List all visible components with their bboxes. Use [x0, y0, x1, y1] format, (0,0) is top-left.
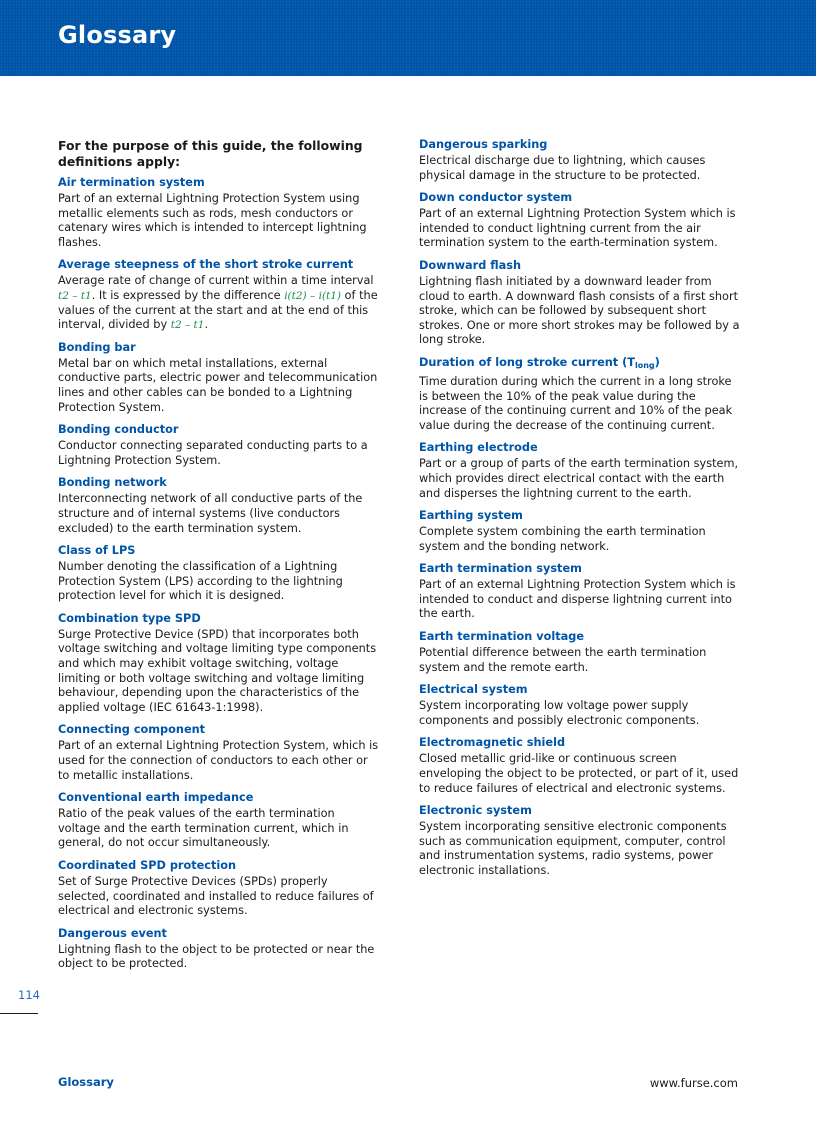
entry-definition: Metal bar on which metal installations, external conductive parts, electric power and telecommunication lines and other cables can be bonded to a Lightning Protection System. — [58, 356, 378, 414]
definition-text: of the values of the current at the start and at the end of this interval, divided by — [58, 288, 378, 332]
entry-definition: Part or a group of parts of the earth termination system, which provides direct electrical contact with the earth and disperses the lightning current to the earth. — [419, 457, 739, 500]
left-column — [58, 138, 380, 980]
entry-term: Down conductor system — [419, 191, 573, 205]
glossary-entry — [419, 138, 741, 183]
entry-term: Electronic system — [419, 804, 532, 818]
entry-definition: Potential difference between the earth termination system and the remote earth. — [419, 646, 707, 674]
entry-term: Earthing system — [419, 509, 523, 523]
entry-term: Class of LPS — [58, 544, 136, 558]
page-number-rule — [0, 1013, 38, 1014]
right-column — [419, 138, 741, 887]
glossary-entry — [419, 736, 741, 796]
entry-definition: Set of Surge Protective Devices (SPDs) properly selected, coordinated and installed to reduce failures of electrical and electronic systems. — [58, 875, 374, 918]
definition-text: . It is expressed by the difference — [91, 288, 285, 302]
glossary-entry — [419, 191, 741, 251]
entry-definition: Part of an external Lightning Protection System, which is used for the connection of conductors to each other or to metallic installations. — [58, 739, 379, 782]
glossary-entry — [58, 341, 380, 415]
entry-definition: System incorporating sensitive electronic components such as communication equipment, computer, control and instrumentation systems, radio systems, power electronic installations. — [419, 820, 727, 877]
page-title: Glossary — [58, 21, 177, 49]
glossary-entry — [58, 859, 380, 919]
entry-definition: Part of an external Lightning Protection System which is intended to conduct lightning current from the air termination system to the earth-termination system. — [419, 207, 736, 250]
glossary-entry — [58, 423, 380, 468]
entry-definition — [58, 274, 380, 332]
entry-definition: Closed metallic grid-like or continuous screen enveloping the object to be protected, or part of it, used to reduce failures of electrical and electronic systems. — [419, 752, 739, 795]
glossary-entry — [58, 258, 380, 332]
glossary-entry — [58, 612, 380, 716]
term-subscript: long — [634, 360, 655, 370]
entry-term: Bonding bar — [58, 340, 136, 354]
entry-definition: Part of an external Lightning Protection System using metallic elements such as rods, mesh conductors or catenary wires which is intended to intercept lightning flashes. — [58, 192, 367, 249]
formula-current-difference: i(t2) – i(t1) — [284, 289, 342, 302]
entry-definition: Surge Protective Device (SPD) that incorporates both voltage switching and voltage limiting type components and which may exhibit voltage switching, voltage limiting or both voltage switching and voltage limiting behaviour, depending upon the characteristics of the applied voltage (IEC 61643-1:1998). — [58, 627, 377, 714]
glossary-entry — [58, 476, 380, 536]
header-banner — [0, 0, 816, 76]
entry-definition: Lightning flash initiated by a downward leader from cloud to earth. A downward flash consists of a first short stroke, which can be followed by subsequent short strokes. One or more short strokes may be followed by a long stroke. — [419, 274, 740, 347]
entry-term: Dangerous event — [58, 926, 167, 940]
entry-term: Earth termination voltage — [419, 630, 585, 644]
entry-definition: Interconnecting network of all conductive parts of the structure and of internal systems (live conductors excluded) to the earth termination system. — [58, 492, 363, 535]
glossary-entry — [419, 630, 741, 675]
page-number: 114 — [18, 988, 40, 1002]
entry-term: Conventional earth impedance — [58, 791, 254, 805]
definition-text: Average rate of change of current within a time interval — [58, 274, 374, 288]
glossary-entry — [58, 176, 380, 250]
entry-term: Earth termination system — [419, 562, 582, 576]
footer-section-label: Glossary — [58, 1075, 114, 1089]
glossary-entry — [419, 804, 741, 878]
entry-term: Bonding conductor — [58, 423, 179, 437]
entry-term: Dangerous sparking — [419, 138, 548, 151]
entry-definition: Ratio of the peak values of the earth termination voltage and the earth termination current, which in general, do not occur simultaneously. — [58, 807, 349, 850]
formula-time-interval: t2 – t1 — [170, 319, 205, 332]
entry-term: Combination type SPD — [58, 611, 201, 625]
term-text-end: ) — [654, 355, 660, 369]
glossary-entry — [419, 509, 741, 554]
glossary-entry — [58, 791, 380, 851]
glossary-entry — [419, 562, 741, 622]
entry-term: Connecting component — [58, 723, 206, 737]
entry-definition: Electrical discharge due to lightning, which causes physical damage in the structure to be protected. — [419, 154, 706, 182]
entry-term — [419, 356, 741, 373]
entry-definition: Part of an external Lightning Protection System which is intended to conduct and disperse lightning current into the earth. — [419, 578, 736, 621]
entry-term: Earthing electrode — [419, 441, 538, 455]
glossary-entry — [58, 927, 380, 972]
entry-definition: Conductor connecting separated conducting parts to a Lightning Protection System. — [58, 439, 368, 467]
term-text: Duration of long stroke current (T — [419, 355, 635, 369]
glossary-entry — [419, 441, 741, 501]
definition-text: . — [204, 318, 209, 332]
footer-website: www.furse.com — [649, 1076, 738, 1090]
entry-term: Downward flash — [419, 258, 522, 272]
glossary-entry — [58, 723, 380, 783]
entry-definition: Lightning flash to the object to be protected or near the object to be protected. — [58, 942, 375, 971]
glossary-entry — [419, 683, 741, 728]
glossary-entry — [419, 259, 741, 348]
intro-text: For the purpose of this guide, the following definitions apply: — [58, 138, 363, 169]
entry-definition: Number denoting the classification of a Lightning Protection System (LPS) according to the lightning protection level for which it is designed. — [58, 560, 343, 603]
formula-time-interval: t2 – t1 — [58, 289, 92, 302]
entry-definition: Time duration during which the current in a long stroke is between the 10% of the peak value during the increase of the continuing current and 10% of the peak value during the decrease of the continuing current. — [419, 374, 733, 432]
entry-term: Coordinated SPD protection — [58, 859, 237, 872]
entry-term: Air termination system — [58, 176, 205, 189]
entry-term: Electrical system — [419, 683, 528, 697]
entry-term: Average steepness of the short stroke current — [58, 258, 354, 272]
entry-definition: System incorporating low voltage power supply components and possibly electronic components. — [419, 699, 700, 727]
entry-term: Bonding network — [58, 476, 167, 490]
entry-definition: Complete system combining the earth termination system and the bonding network. — [419, 525, 706, 553]
entry-term: Electromagnetic shield — [419, 736, 566, 750]
glossary-entry — [419, 356, 741, 433]
glossary-entry — [58, 544, 380, 604]
